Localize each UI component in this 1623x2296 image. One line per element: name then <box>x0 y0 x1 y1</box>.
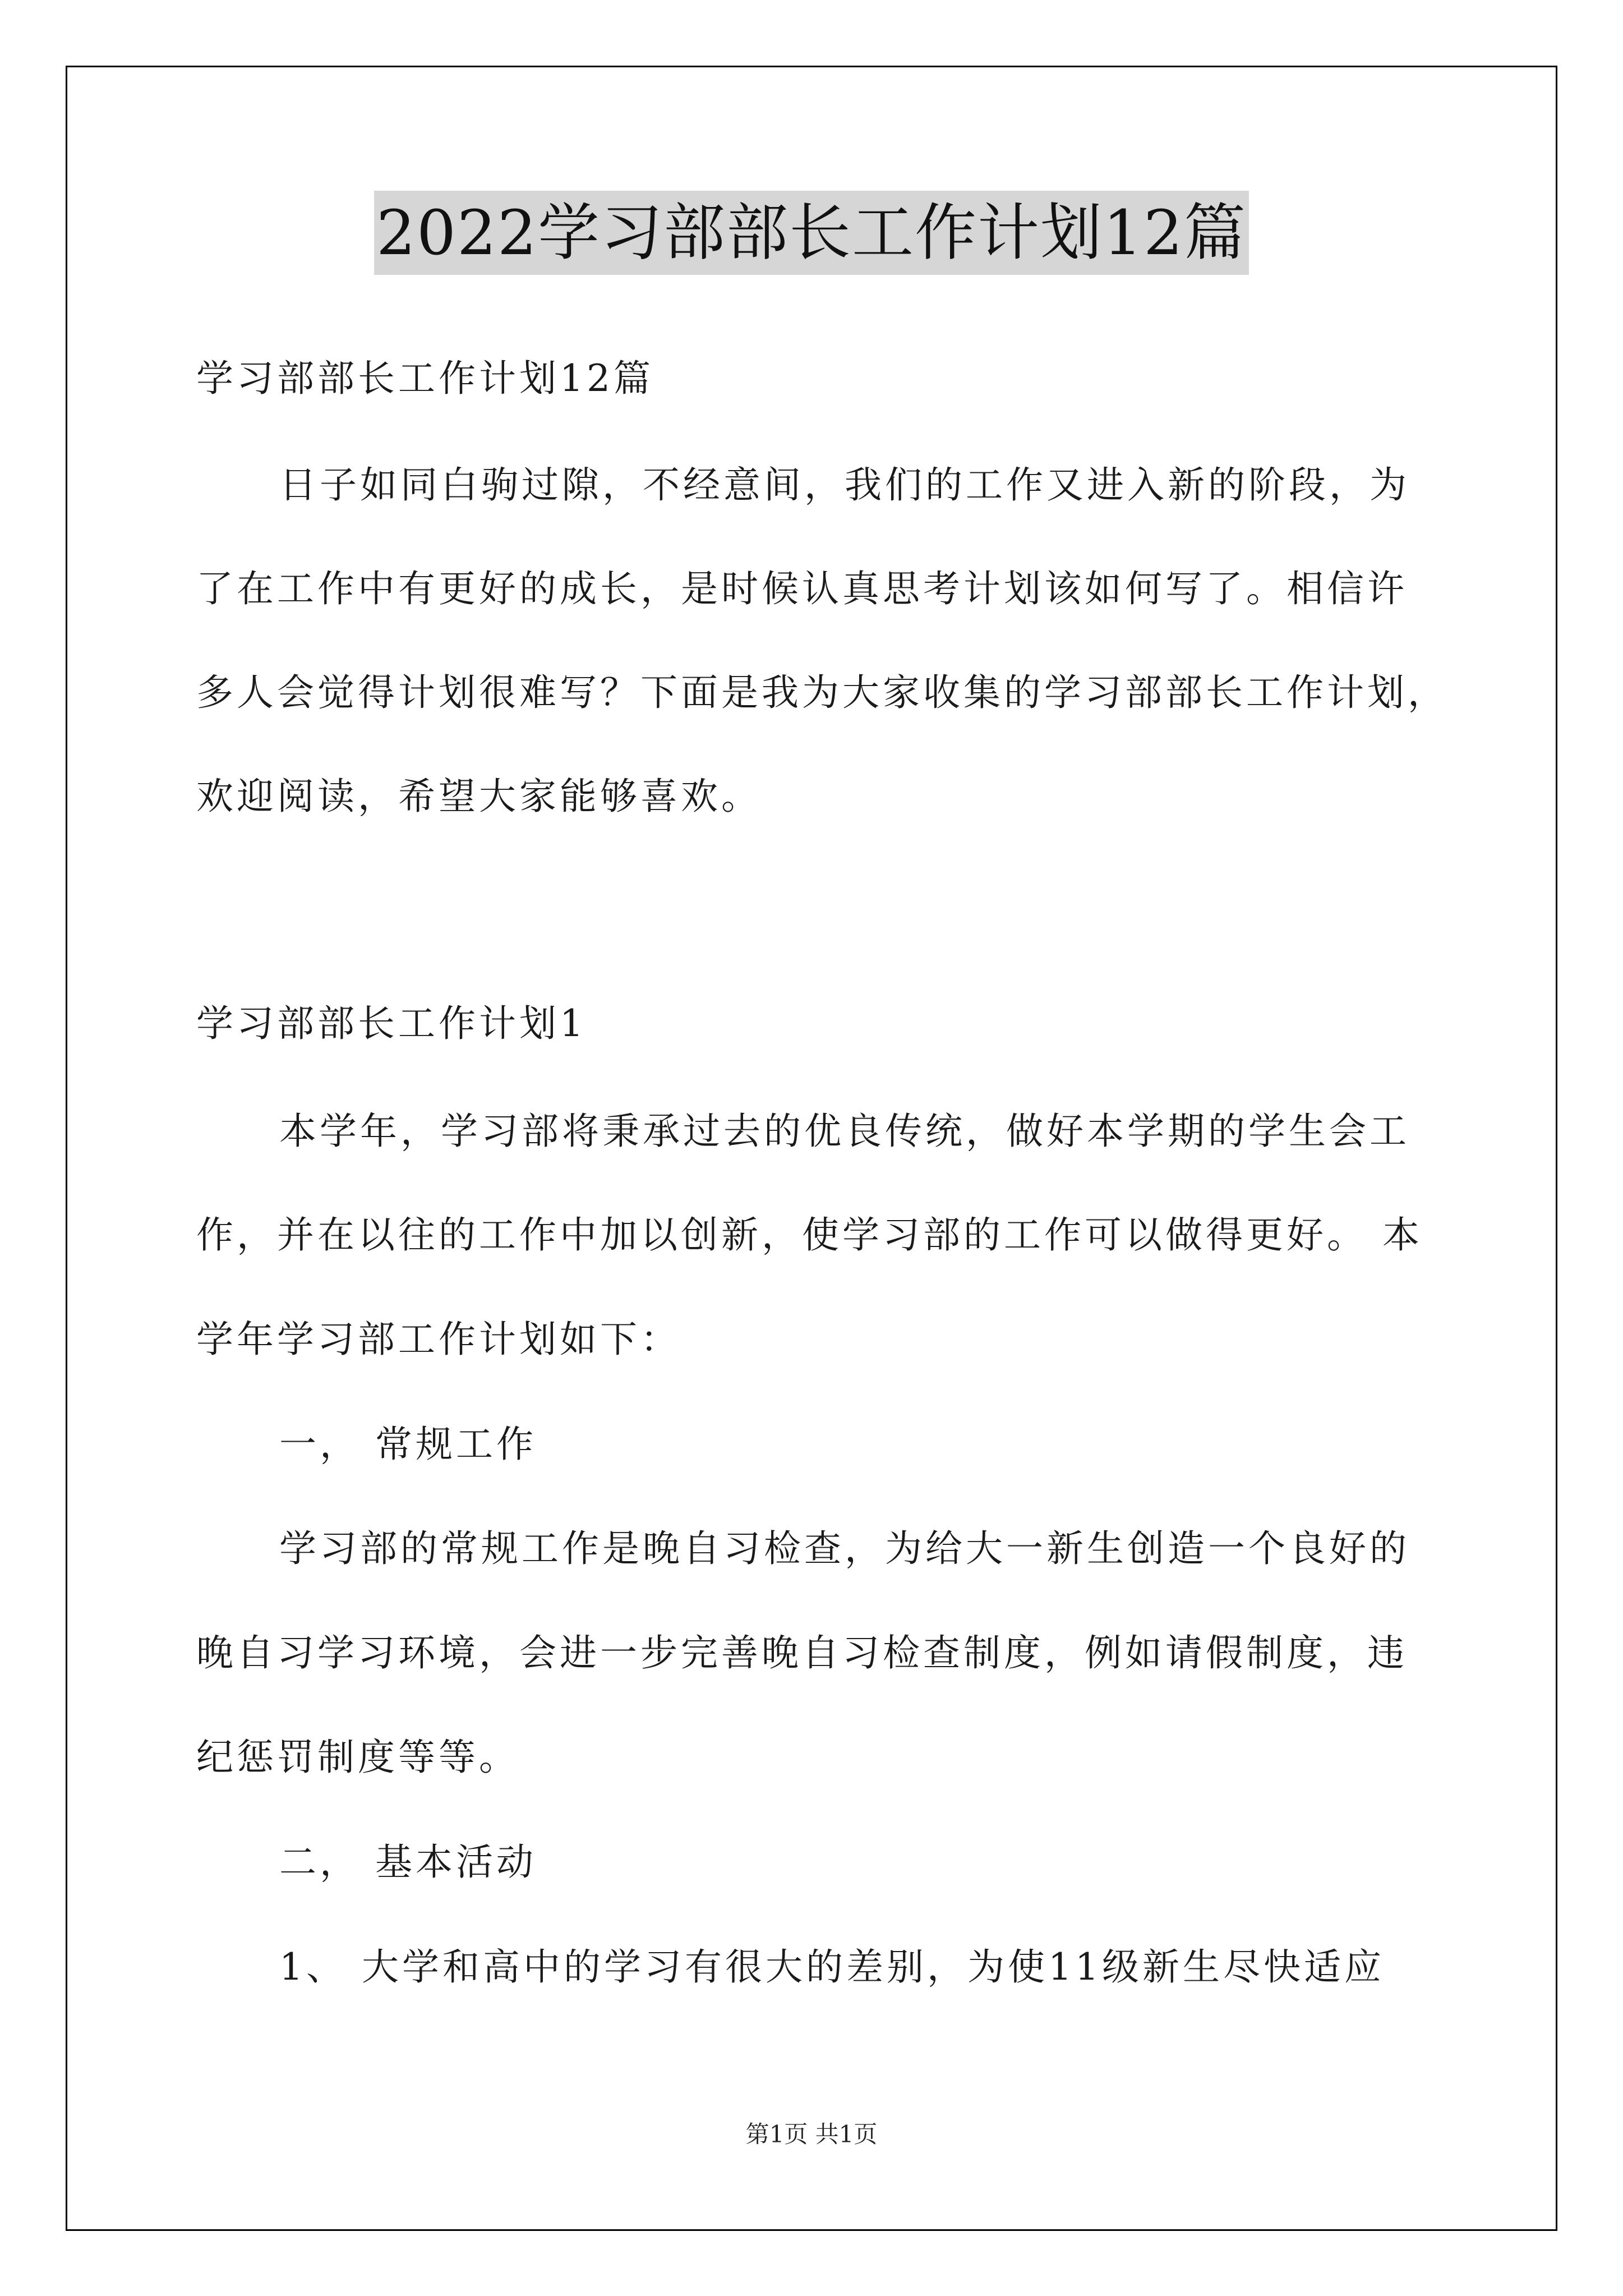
part2-heading: 二， 基本活动 <box>279 1841 537 1884</box>
document-title: 2022学习部部长工作计划12篇 <box>374 191 1249 275</box>
document-subtitle: 学习部部长工作计划12篇 <box>196 357 654 400</box>
part1-heading: 一， 常规工作 <box>279 1423 537 1466</box>
part2-item-1: 1、 大学和高中的学习有很大的差别，为使11级新生尽快适应 <box>279 1945 1385 1989</box>
intro-line-1: 日子如同白驹过隙，不经意间，我们的工作又进入新的阶段，为 <box>279 463 1410 507</box>
page-footer: 第1页 共1页 <box>745 2120 878 2148</box>
title-container <box>0 191 1623 275</box>
section1-line-1: 本学年，学习部将秉承过去的优良传统，做好本学期的学生会工 <box>279 1110 1410 1153</box>
section1-line-3: 学年学习部工作计划如下： <box>196 1318 681 1361</box>
intro-line-3: 多人会觉得计划很难写？下面是我为大家收集的学习部部长工作计划， <box>196 671 1448 714</box>
part1-line-3: 纪惩罚制度等等。 <box>196 1736 519 1779</box>
section1-line-2: 作，并在以往的工作中加以创新，使学习部的工作可以做得更好。 本 <box>196 1213 1423 1257</box>
intro-line-4: 欢迎阅读，希望大家能够喜欢。 <box>196 775 762 818</box>
part1-line-2: 晚自习学习环境，会进一步完善晚自习检查制度，例如请假制度，违 <box>196 1631 1408 1674</box>
section1-heading: 学习部部长工作计划1 <box>196 1002 587 1045</box>
part1-line-1: 学习部的常规工作是晚自习检查，为给大一新生创造一个良好的 <box>279 1527 1410 1570</box>
intro-line-2: 了在工作中有更好的成长，是时候认真思考计划该如何写了。相信许 <box>196 567 1408 610</box>
